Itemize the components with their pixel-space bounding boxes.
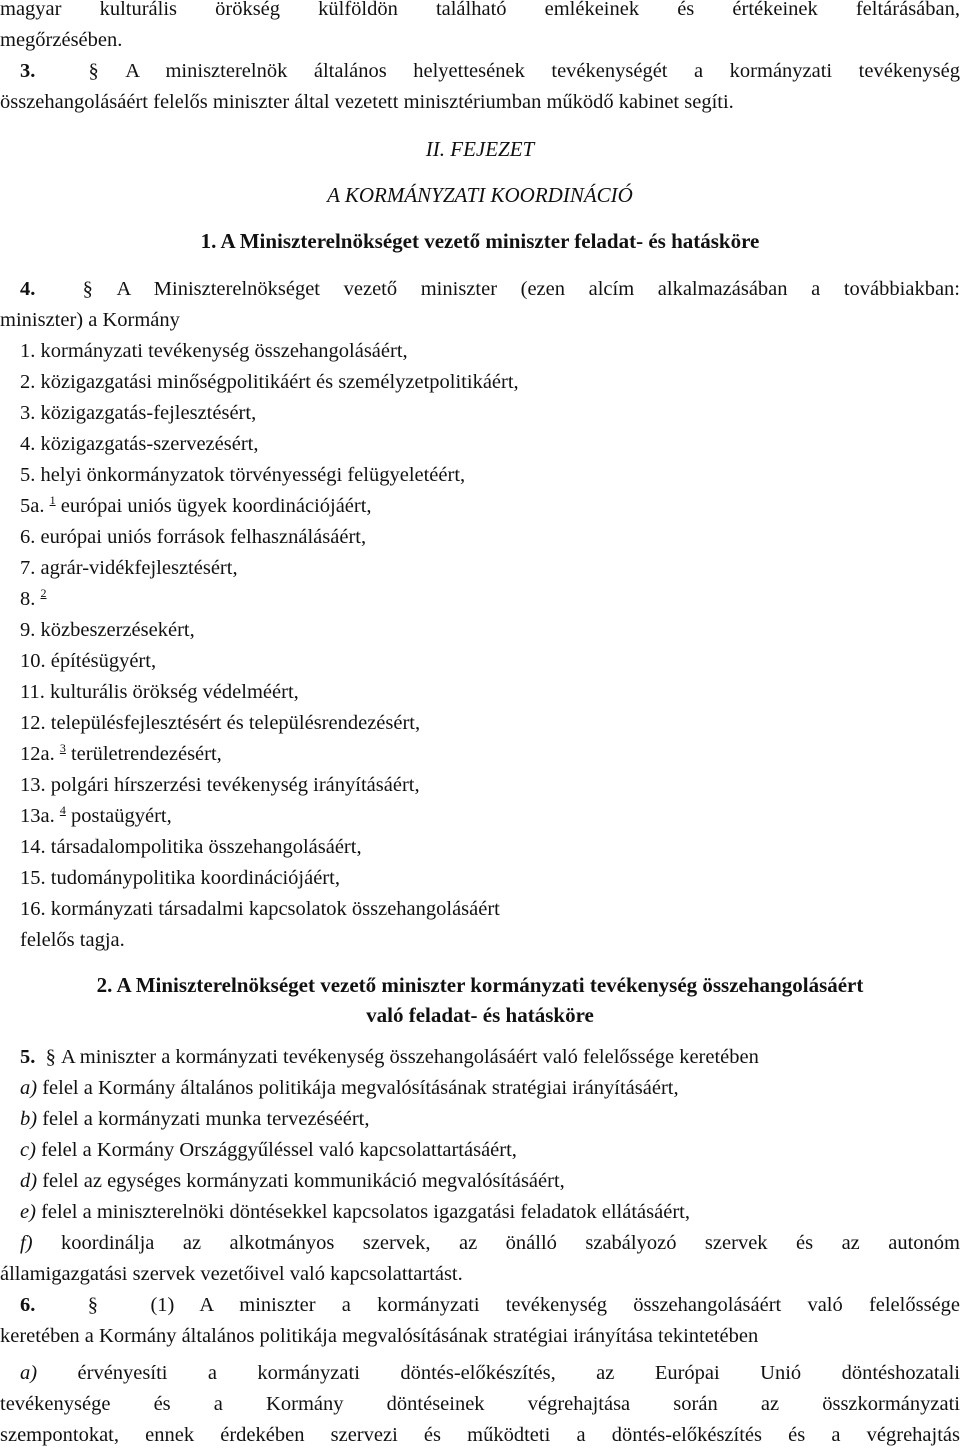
point-letter: d) — [20, 1170, 38, 1192]
responsibility-list — [0, 336, 960, 925]
point-item — [20, 1197, 960, 1228]
list-item — [20, 894, 960, 925]
list-item-label: 9. közbeszerzésekért, — [20, 619, 195, 641]
list-item — [20, 863, 960, 894]
list-item-label: 15. tudománypolitika koordinációjáért, — [20, 867, 340, 889]
list-item-label: 5. helyi önkormányzatok törvényességi felügyeletéért, — [20, 464, 466, 486]
list-item — [20, 429, 960, 460]
list-item — [20, 460, 960, 491]
list-item-label: 13a. — [20, 805, 55, 827]
point-text: felel a miniszterelnöki döntésekkel kapcsolatos igazgatási feladatok ellátásáért, — [35, 1201, 690, 1223]
list-item-label: 11. kulturális örökség védelméért, — [20, 681, 299, 703]
chapter-title: A KORMÁNYZATI KOORDINÁCIÓ — [327, 183, 633, 207]
list-item-label: 13. polgári hírszerzési tevékenység irányításáért, — [20, 774, 420, 796]
text-span: érvényesíti a kormányzati döntés-előkészítés, az Európai Unió döntéshozatali — [37, 1362, 960, 1384]
section-3-continuation — [0, 87, 960, 118]
list-item-label: 14. társadalompolitika összehangolásáért, — [20, 836, 362, 858]
point-item — [20, 1166, 960, 1197]
list-item — [20, 770, 960, 801]
list-item-label: 7. agrár-vidékfejlesztésért, — [20, 557, 238, 579]
list-item — [20, 584, 960, 615]
text-line: magyar kulturális örökség külföldön található emlékeinek és értékeinek feltárásában, — [0, 0, 960, 20]
point-letter: e) — [20, 1201, 36, 1223]
point-item — [20, 1104, 960, 1135]
section-6-point-a-continuation — [0, 1389, 960, 1451]
point-f — [0, 1228, 960, 1259]
list-item — [20, 336, 960, 367]
point-item — [20, 1135, 960, 1166]
list-item-text: postaügyért, — [65, 805, 172, 827]
point-text: felel a Kormány általános politikája megvalósításának stratégiai irányításáért, — [37, 1077, 679, 1099]
list-item — [20, 677, 960, 708]
list-item — [20, 398, 960, 429]
list-item-label: 5a. — [20, 495, 45, 517]
point-list — [0, 1073, 960, 1228]
list-item — [20, 832, 960, 863]
list-item — [20, 801, 960, 832]
text-line: miniszter) a Kormány — [0, 309, 180, 331]
list-item — [20, 615, 960, 646]
section-6-point-a — [0, 1358, 960, 1389]
list-item-label: 1. kormányzati tevékenység összehangolásáért, — [20, 340, 408, 362]
text-span: A miniszter a kormányzati tevékenység összehangolásáért való felelőssége keretében — [61, 1046, 759, 1068]
text-span: (1) A miniszter a kormányzati tevékenység összehangolásáért való felelőssége — [150, 1294, 960, 1316]
point-text: felel a Kormány Országgyűléssel való kapcsolattartásáért, — [35, 1139, 517, 1161]
section-4-continuation — [0, 305, 960, 336]
footnote-link[interactable]: 2 — [40, 586, 47, 601]
point-text: felel a kormányzati munka tervezéséért, — [37, 1108, 370, 1130]
text-line — [20, 1228, 960, 1259]
point-f-continuation — [0, 1259, 960, 1290]
text-span: A miniszterelnök általános helyettesének tevékenységét a kormányzati tevékenység — [125, 60, 960, 82]
continuation-paragraph — [0, 0, 960, 56]
section-3-paragraph — [0, 56, 960, 87]
section-6-continuation — [0, 1321, 960, 1352]
section-sign-link[interactable]: § — [87, 1294, 99, 1316]
section-sign-link[interactable]: § — [45, 1046, 56, 1068]
text-line — [20, 56, 960, 87]
section-5-paragraph — [0, 1042, 960, 1073]
list-item — [20, 739, 960, 770]
text-span: koordinálja az alkotmányos szervek, az önálló szabályozó szervek és az autonóm — [32, 1232, 960, 1254]
text-line — [20, 274, 960, 305]
section-4-paragraph — [0, 274, 960, 305]
point-letter: a) — [20, 1077, 38, 1099]
point-letter: f) — [20, 1232, 33, 1254]
list-item — [20, 367, 960, 398]
text-line: tevékenysége és a Kormány döntéseinek végrehajtása során az összkormányzati — [0, 1393, 960, 1415]
text-line — [20, 1042, 960, 1073]
text-line: államigazgatási szervek vezetőivel való kapcsolattartást. — [0, 1263, 463, 1285]
point-letter: b) — [20, 1108, 38, 1130]
text-line — [20, 1358, 960, 1389]
section-sign-link[interactable]: § — [88, 60, 99, 82]
text-line: keretében a Kormány általános politikája megvalósításának stratégiai irányítása tekintetében — [0, 1325, 759, 1347]
list-item — [20, 522, 960, 553]
chapter-number: II. FEJEZET — [425, 137, 535, 161]
text-line — [20, 1290, 960, 1321]
text-span: A Miniszterelnökséget vezető miniszter (ezen alcím alkalmazásában a továbbiakban: — [116, 278, 960, 300]
point-letter: a) — [20, 1362, 38, 1384]
point-letter: c) — [20, 1139, 36, 1161]
list-item-label: 10. építésügyért, — [20, 650, 157, 672]
list-item-label: 4. közigazgatás-szervezésért, — [20, 433, 259, 455]
subtitle-2-line1: 2. A Miniszterelnökséget vezető miniszter kormányzati tevékenység összehangolásáért — [96, 973, 864, 997]
list-item-label: 16. kormányzati társadalmi kapcsolatok összehangolásáért — [20, 898, 500, 920]
section-6-paragraph — [0, 1290, 960, 1321]
list-item — [20, 553, 960, 584]
list-item-text: területrendezésért, — [65, 743, 222, 765]
list-item-label: 2. közigazgatási minőségpolitikáért és személyzetpolitikáért, — [20, 371, 519, 393]
list-item-label: 6. európai uniós források felhasználásáért, — [20, 526, 367, 548]
section-number: 5. — [20, 1046, 36, 1068]
list-item — [20, 491, 960, 522]
section-4-closing: felelős tagja. — [20, 929, 125, 951]
section-number: 3. — [20, 60, 36, 82]
text-line: szempontokat, ennek érdekében szervezi és működteti a döntés-előkészítés és a végrehajtás — [0, 1424, 960, 1446]
list-item-text: európai uniós ügyek koordinációjáért, — [55, 495, 372, 517]
text-line: megőrzésében. — [0, 29, 123, 51]
footnote-link[interactable]: 3 — [59, 741, 66, 756]
point-text: felel az egységes kormányzati kommunikáció megvalósításáért, — [37, 1170, 565, 1192]
footnote-link[interactable]: 4 — [59, 803, 66, 818]
list-item-label: 8. — [20, 588, 36, 610]
footnote-link[interactable]: 1 — [49, 493, 56, 508]
subtitle-1: 1. A Miniszterelnökséget vezető miniszter feladat- és hatásköre — [200, 229, 760, 253]
section-sign-link[interactable]: § — [82, 278, 93, 300]
list-item-label: 12a. — [20, 743, 55, 765]
subtitle-2-line2: való feladat- és hatásköre — [366, 1003, 594, 1027]
list-item — [20, 646, 960, 677]
section-number: 6. — [20, 1294, 36, 1316]
list-item-label: 3. közigazgatás-fejlesztésért, — [20, 402, 257, 424]
point-item — [20, 1073, 960, 1104]
section-number: 4. — [20, 278, 36, 300]
list-item-label: 12. településfejlesztésért és településrendezésért, — [20, 712, 421, 734]
list-item — [20, 708, 960, 739]
text-line: összehangolásáért felelős miniszter által vezetett minisztériumban működő kabinet segíti. — [0, 91, 734, 113]
